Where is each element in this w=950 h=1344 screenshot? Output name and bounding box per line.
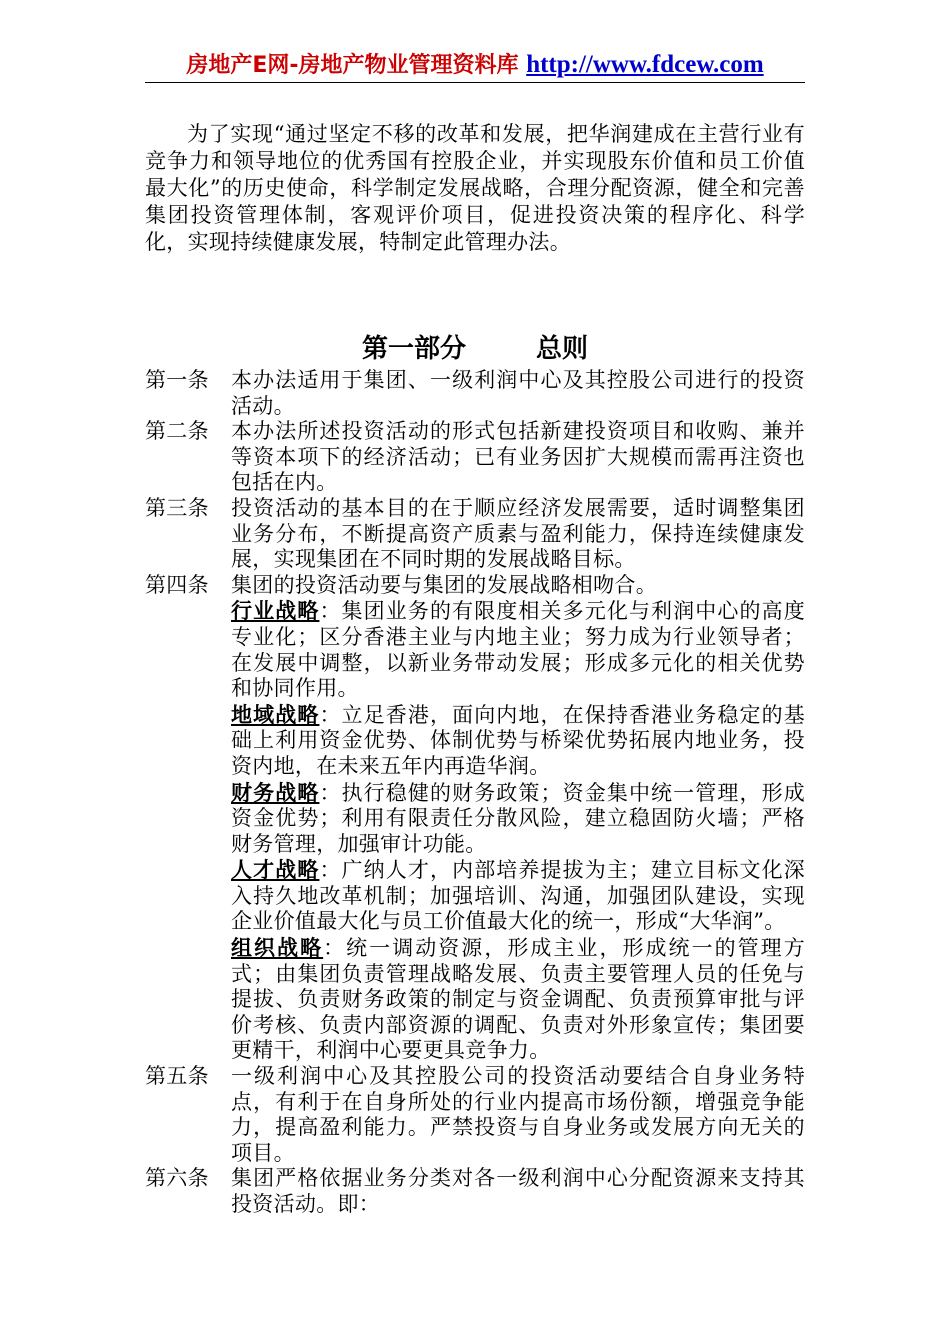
article-number: 第五条 <box>145 1064 209 1089</box>
strategy-term: 行业战略 <box>231 598 320 624</box>
strategy-term: 人才战略 <box>231 857 320 883</box>
intro-paragraph: 为了实现“通过坚定不移的改革和发展，把华润建成在主营行业有竞争力和领导地位的优秀国有控股企业，并实现股东价值和员工价值最大化”的历史使命，科学制定发展战略，合理分配资源，健全和完善集团投资管理体制，客观评价项目，促进投资决策的程序化、科学化，实现持续健康发展，特制定此管理办法。 <box>145 122 805 254</box>
article-text: 本办法所述投资活动的形式包括新建投资项目和收购、兼并等资本项下的经济活动；已有业务因扩大规模而需再注资也包括在内。 <box>231 419 805 495</box>
section-title <box>145 328 805 365</box>
article-number: 第四条 <box>145 572 209 597</box>
article-text: 投资活动的基本目的在于顺应经济发展需要，适时调整集团业务分布，不断提高资产质素与盈利能力，保持连续健康发展，实现集团在不同时期的发展战略目标。 <box>231 495 805 572</box>
article-number: 第二条 <box>145 419 209 444</box>
header-divider <box>145 82 805 83</box>
article-number: 第三条 <box>145 495 209 520</box>
section-name: 总则 <box>536 334 589 364</box>
article-text: 集团的投资活动要与集团的发展战略相吻合。 <box>231 572 657 597</box>
article-1 <box>145 368 805 419</box>
site-subtitle: 房地产物业管理资料库 <box>298 53 519 78</box>
article-number: 第一条 <box>145 368 209 392</box>
strategy-finance <box>231 780 805 858</box>
articles-list <box>145 368 805 1218</box>
strategy-talent <box>231 857 805 935</box>
header-separator: - <box>289 53 299 78</box>
strategy-text: ：统一调动资源，形成主业，形成统一的管理方式；由集团负责管理战略发展、负责主要管理人员的任免与提拔、负责财务政策的制定与资金调配、负责预算审批与评价考核、负责内部资源的调配、负责对外形象宣传；集团要更精干，利润中心要更具竞争力。 <box>231 936 805 1063</box>
strategy-term: 组织战略 <box>231 935 324 961</box>
article-2 <box>145 419 805 496</box>
strategy-text: ：立足香港，面向内地，在保持香港业务稳定的基础上利用资金优势、体制优势与桥梁优势拓展内地业务，投资内地，在未来五年内再造华润。 <box>231 702 805 778</box>
article-3 <box>145 496 805 573</box>
section-part: 第一部分 <box>361 334 466 364</box>
strategy-organization <box>231 935 805 1064</box>
article-5 <box>145 1064 805 1166</box>
strategy-region <box>231 702 805 780</box>
page-header <box>145 48 805 79</box>
article-text: 一级利润中心及其控股公司的投资活动要结合自身业务特点，有利于在自身所处的行业内提高市场份额，增强竞争能力，提高盈利能力。严禁投资与自身业务或发展方向无关的项目。 <box>231 1064 805 1165</box>
site-url-link[interactable]: http://www.fdcew.com <box>526 51 764 78</box>
strategy-industry <box>231 598 805 701</box>
strategy-text: ：执行稳健的财务政策；资金集中统一管理，形成资金优势；利用有限责任分散风险，建立稳固防火墙；严格财务管理，加强审计功能。 <box>231 780 805 856</box>
strategy-term: 财务战略 <box>231 779 320 805</box>
article-4 <box>145 573 805 599</box>
site-brand: 房地产E网 <box>186 53 290 78</box>
article-6 <box>145 1166 805 1217</box>
article-text: 本办法适用于集团、一级利润中心及其控股公司进行的投资活动。 <box>231 368 805 418</box>
strategy-text: ：集团业务的有限度相关多元化与利润中心的高度专业化；区分香港主业与内地主业；努力成为行业领导者；在发展中调整，以新业务带动发展；形成多元化的相关优势和协同作用。 <box>231 599 805 701</box>
article-number: 第六条 <box>145 1166 209 1191</box>
strategy-text: ：广纳人才，内部培养提拔为主；建立目标文化深入持久地改革机制；加强培训、沟通，加强团队建设，实现企业价值最大化与员工价值最大化的统一，形成“大华润”。 <box>231 858 805 934</box>
article-text: 集团严格依据业务分类对各一级利润中心分配资源来支持其投资活动。即： <box>231 1166 805 1216</box>
strategy-term: 地域战略 <box>231 701 320 727</box>
